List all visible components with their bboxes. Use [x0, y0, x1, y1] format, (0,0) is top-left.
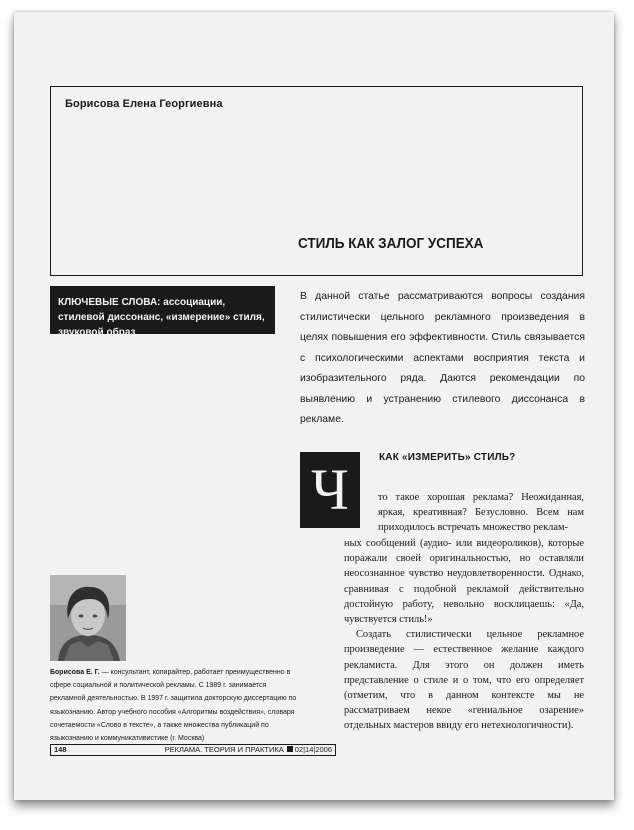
section-heading: КАК «ИЗМЕРИТЬ» СТИЛЬ? — [379, 452, 516, 463]
keywords-box — [50, 286, 275, 338]
body-paragraph-1-rest: ных сообщений (аудио- или видеороликов), которые поражали своей оригинальностью, но оставляли неосознанное чувство неудовлетворенности. Однако, сравнивая с подобной рекламой действительно достойную работу, невольно восклицаешь: «Да, чувствуется стиль!» — [344, 538, 584, 626]
bio-name: Борисова Е. Г. — [50, 669, 100, 676]
square-bullet-icon — [287, 746, 293, 752]
body-paragraph-2: Создать стилистически цельное рекламное произведение — естественное желание каждого рекламиста. Для этого он должен иметь представление о стиле и о том, что его определяет (отметим, что в данном контексте мы не рассматриваем некое «гениальное озарение» отдельных мастеров ввиду его нетехнологичности). — [344, 629, 584, 732]
keywords-text: ассоциации, стилевой диссонанс, «измерение» стиля, звуковой образ — [58, 297, 265, 338]
journal-info — [165, 745, 332, 755]
page-number: 148 — [54, 745, 67, 754]
author-bio — [50, 666, 298, 745]
journal-page — [14, 12, 614, 800]
journal-issue: 02|14|2006 — [294, 745, 332, 754]
journal-name: РЕКЛАМА. ТЕОРИЯ И ПРАКТИКА — [164, 745, 284, 754]
author-name: Борисова Елена Георгиевна — [65, 98, 223, 110]
author-photo — [50, 575, 126, 661]
body-paragraph-1-start: то такое хорошая реклама? Неожиданная, яркая, креативная? Безусловно. Всем нам приходилось встречать множество реклам- — [378, 492, 584, 534]
body-text-column — [344, 536, 584, 734]
page-footer — [50, 744, 336, 756]
abstract: В данной статье рассматриваются вопросы создания стилистически цельного рекламного произведения в целях повышения его эффективности. Стиль связывается с психологическими аспектами восприятия текста и изобразительного ряда. Даются рекомендации по выявлению и устранению стилевого диссонанса в рекламе. — [300, 291, 585, 425]
dropcap: Ч — [300, 452, 360, 528]
bio-text: — консультант, копирайтер, работает преимущественно в сфере социальной и политической рекламы. С 1989 г. занимается рекламной деятельностью. В 1997 г. защитила докторскую диссертацию по языкознанию. Автор учебного пособия «Алгоритмы воздействия», словаря сочетаемости «Слово в тексте», а также множества публикаций по языкознанию и коммуникативистике (г. Москва) — [50, 669, 297, 743]
keywords-label: КЛЮЧЕВЫЕ СЛОВА: — [58, 297, 161, 308]
article-title: СТИЛЬ КАК ЗАЛОГ УСПЕХА — [298, 236, 484, 252]
